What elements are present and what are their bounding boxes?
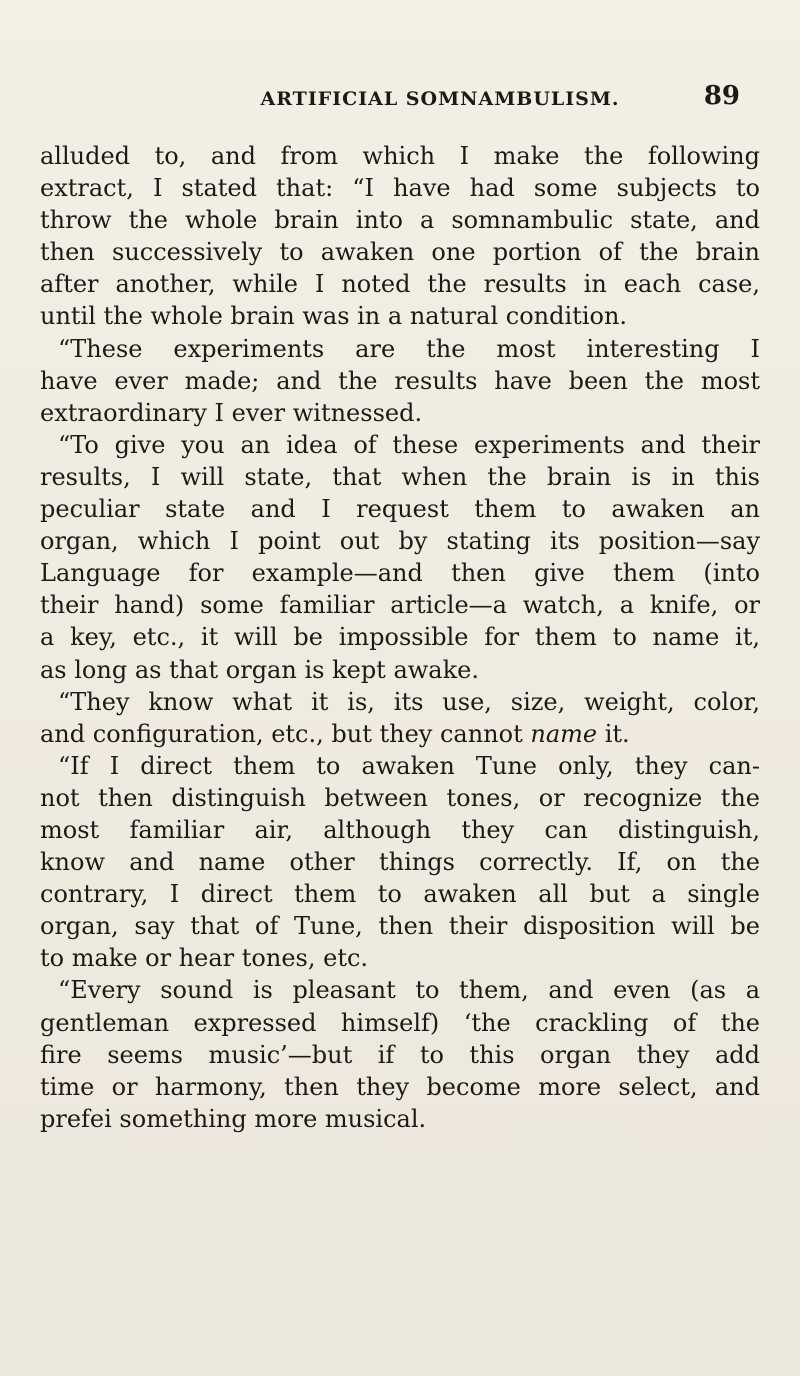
paragraph-start-line: “Every sound is pleasant to them, and even (as a [58, 976, 760, 1005]
text-line: contrary, I direct them to awaken all but a single [40, 880, 760, 909]
text-line: after another, while I noted the results in each case, [40, 270, 760, 299]
text-line: extract, I stated that: “I have had some subjects to [40, 174, 760, 203]
text-line-with-italic [40, 718, 760, 750]
text-line: peculiar state and I request them to awaken an [40, 495, 760, 524]
text-line: alluded to, and from which I make the following [40, 142, 760, 170]
text-line: time or harmony, then they become more select, and [40, 1072, 760, 1101]
text-segment: it. [597, 719, 630, 748]
paragraph-start-line: “These experiments are the most interesting I [58, 334, 760, 363]
paragraph-start-line: “If I direct them to awaken Tune only, they can- [58, 751, 760, 780]
text-line: to make or hear tones, etc. [40, 944, 369, 973]
running-head: ARTIFICIAL SOMNAMBULISM. [260, 88, 620, 110]
text-line: have ever made; and the results have been the most [40, 366, 760, 395]
text-line: extraordinary I ever witnessed. [40, 398, 423, 427]
paragraph-start-line: “They know what it is, its use, size, weight, color, [58, 687, 760, 716]
text-segment: and configuration, etc., but they cannot [40, 719, 523, 748]
text-line: then successively to awaken one portion of the brain [40, 238, 760, 267]
text-line: prefei something more musical. [40, 1104, 427, 1133]
text-line: until the whole brain was in a natural condition. [40, 302, 628, 331]
text-line: not then distinguish between tones, or recognize the [40, 783, 760, 812]
text-line: most familiar air, although they can distinguish, [40, 815, 760, 844]
text-line: Language for example—and then give them (into [40, 559, 760, 588]
text-line: organ, say that of Tune, then their disposition will be [40, 912, 760, 941]
text-line: throw the whole brain into a somnambulic state, and [40, 206, 760, 235]
text-line: know and name other things correctly. If, on the [40, 848, 760, 877]
text-line: a key, etc., it will be impossible for them to name it, [40, 623, 760, 652]
text-line: their hand) some familiar article—a watch, a knife, or [40, 591, 760, 620]
text-line: fire seems music’—but if to this organ they add [40, 1040, 760, 1069]
text-line: gentleman expressed himself) ‘the crackling of the [40, 1008, 760, 1037]
text-line: as long as that organ is kept awake. [40, 655, 479, 684]
text-line: organ, which I point out by stating its position—say [40, 527, 760, 556]
body-text [40, 140, 760, 1135]
page-number: 89 [703, 81, 740, 111]
italic-word: name [530, 719, 598, 748]
text-line: results, I will state, that when the brain is in this [40, 462, 760, 491]
paragraph-start-line: “To give you an idea of these experiments and their [58, 430, 760, 459]
